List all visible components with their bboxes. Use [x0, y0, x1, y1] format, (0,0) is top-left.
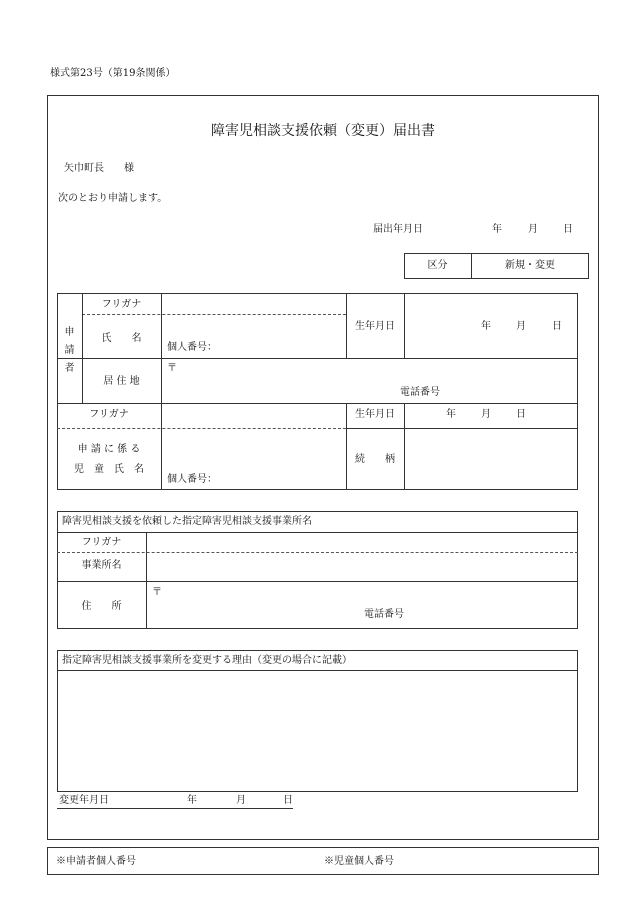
child-name-label-line2: 児 童 氏 名 [74, 464, 144, 475]
child-furigana-label: フリガナ [89, 409, 129, 420]
applicant-postal-mark: 〒 [167, 363, 177, 374]
child-personal-number-label: 個人番号： [167, 474, 217, 485]
filing-date-year: 年 [492, 224, 502, 235]
addressee: 矢巾町長 様 [64, 163, 134, 174]
child-birth-year: 年 [446, 409, 456, 420]
child-birth-day: 日 [516, 409, 526, 420]
office-name-label: 事業所名 [81, 560, 122, 571]
applicant-phone-label: 電話番号 [400, 387, 440, 398]
form-number: 様式第23号（第19条関係） [50, 68, 176, 79]
change-date-day: 日 [283, 795, 293, 806]
office-furigana-label: フリガナ [81, 537, 122, 548]
applicant-personal-number-label: 個人番号： [167, 342, 217, 353]
change-date-month: 月 [236, 795, 246, 806]
applicant-side-label: 申 請 者 [64, 327, 75, 374]
filing-date-day: 日 [563, 224, 573, 235]
intro-text: 次のとおり申請します。 [58, 193, 168, 204]
child-birth-label: 生年月日 [355, 409, 395, 420]
filing-date-label: 届出年月日 [373, 224, 423, 235]
footer-child-number: ※児童個人番号 [324, 856, 394, 867]
child-relation-label: 続 柄 [355, 454, 395, 465]
change-date-year: 年 [187, 795, 197, 806]
office-postal-mark: 〒 [152, 587, 162, 598]
child-name-label-line1: 申 請 に 係 る [77, 444, 141, 455]
applicant-address-label: 居 住 地 [103, 376, 140, 387]
form-title: 障害児相談支援依頼（変更）届出書 [211, 123, 435, 139]
office-address-label: 住 所 [81, 601, 122, 612]
child-birth-month: 月 [481, 409, 491, 420]
applicant-birth-day: 日 [552, 321, 562, 332]
office-phone-label: 電話番号 [364, 609, 404, 620]
office-header: 障害児相談支援を依頼した指定障害児相談支援事業所名 [62, 516, 312, 527]
reason-input-area[interactable] [58, 671, 577, 791]
applicant-name-label: 氏 名 [101, 333, 142, 344]
category-label: 区分 [427, 260, 448, 271]
applicant-birth-month: 月 [516, 321, 526, 332]
filing-date-month: 月 [528, 224, 538, 235]
change-date-label: 変更年月日 [59, 795, 109, 806]
footer-applicant-number: ※申請者個人番号 [56, 856, 136, 867]
applicant-furigana-label: フリガナ [101, 299, 142, 310]
applicant-birth-year: 年 [481, 321, 491, 332]
applicant-birth-label: 生年月日 [355, 321, 395, 332]
applicant-table [57, 293, 578, 490]
reason-header: 指定障害児相談支援事業所を変更する理由（変更の場合に記載） [62, 655, 352, 666]
category-value[interactable]: 新規・変更 [505, 260, 555, 271]
